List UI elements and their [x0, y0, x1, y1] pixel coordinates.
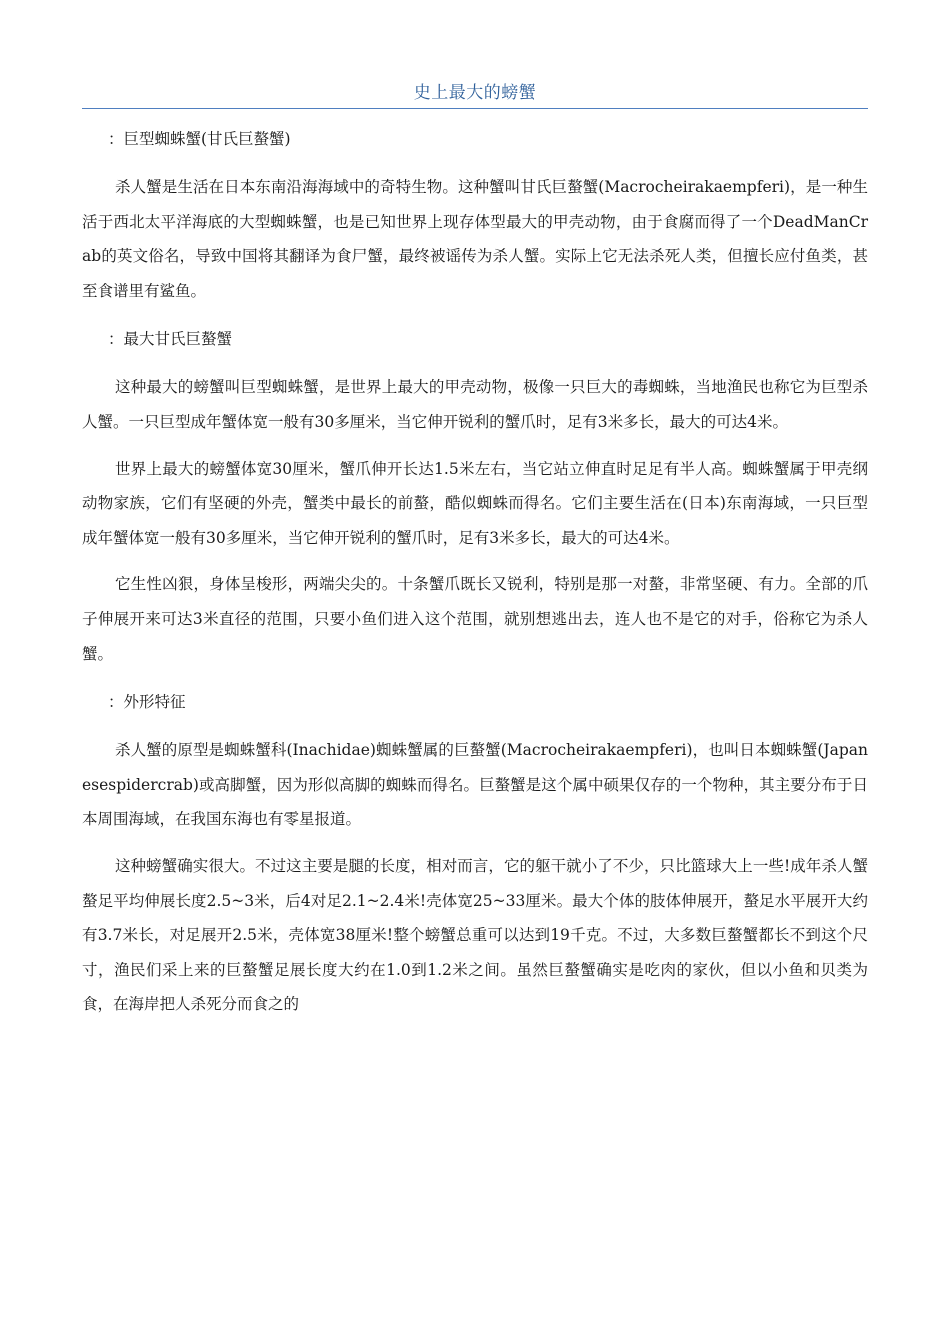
paragraph-origin: 杀人蟹的原型是蜘蛛蟹科(Inachidae)蜘蛛蟹属的巨螯蟹(Macrocheirakaempferi)，也叫日本蜘蛛蟹(Japanesespidercrab)或高脚蟹，因为形似高脚的蜘蛛而得名。巨螯蟹是这个属中硕果仅存的一个物种，其主要分布于日本周围海域，在我国东海也有零星报道。: [82, 741, 868, 829]
paragraph-size-details: 这种螃蟹确实很大。不过这主要是腿的长度，相对而言，它的躯干就小了不少，只比篮球大上一些!成年杀人蟹螯足平均伸展长度2.5~3米，后4对足2.1~2.4米!壳体宽25~33厘米。最大个体的肢体伸展开，螯足水平展开大约有3.7米长，对足展开2.5米，壳体宽38厘米!整个螃蟹总重可以达到19千克。不过，大多数巨螯蟹都长不到这个尺寸，渔民们采上来的巨螯蟹足展长度大约在1.0到1.2米之间。虽然巨螯蟹确实是吃肉的家伙，但以小鱼和贝类为食，在海岸把人杀死分而食之的: [82, 856, 868, 1014]
document-body: [82, 124, 868, 1022]
document-title: 史上最大的螃蟹: [413, 83, 537, 103]
section-heading-appearance: ：外形特征: [108, 693, 186, 712]
section-heading-giant-spider-crab: ：巨型蜘蛛蟹(甘氏巨螯蟹): [108, 130, 291, 148]
section-heading-largest-crab: ：最大甘氏巨螯蟹: [108, 330, 233, 349]
paragraph-temperament: 它生性凶狠，身体呈梭形，两端尖尖的。十条蟹爪既长又锐利，特别是那一对螯，非常坚硬、有力。全部的爪子伸展开来可达3米直径的范围，只要小鱼们进入这个范围，就别想逃出去，连人也不是它的对手，俗称它为杀人蟹。: [82, 575, 868, 663]
paragraph-world-largest: 世界上最大的螃蟹体宽30厘米，蟹爪伸开长达1.5米左右，当它站立伸直时足足有半人高。蜘蛛蟹属于甲壳纲动物家族，它们有坚硬的外壳，蟹类中最长的前螯，酷似蜘蛛而得名。它们主要生活在(日本)东南海域，一只巨型成年蟹体宽一般有30多厘米，当它伸开锐利的蟹爪时，足有3米多长，最大的可达4米。: [82, 459, 868, 547]
paragraph-largest-crab: 这种最大的螃蟹叫巨型蜘蛛蟹，是世界上最大的甲壳动物，极像一只巨大的毒蜘蛛，当地渔民也称它为巨型杀人蟹。一只巨型成年蟹体宽一般有30多厘米，当它伸开锐利的蟹爪时，足有3米多长，最大的可达4米。: [82, 378, 868, 431]
title-underline: [82, 108, 868, 109]
paragraph-killer-crab-intro: 杀人蟹是生活在日本东南沿海海域中的奇特生物。这种蟹叫甘氏巨螯蟹(Macrocheirakaempferi)，是一种生活于西北太平洋海底的大型蜘蛛蟹，也是已知世界上现存体型最大的甲壳动物，由于食腐而得了一个DeadManCrab的英文俗名，导致中国将其翻译为食尸蟹，最终被谣传为杀人蟹。实际上它无法杀死人类，但擅长应付鱼类，甚至食谱里有鲨鱼。: [82, 178, 868, 300]
